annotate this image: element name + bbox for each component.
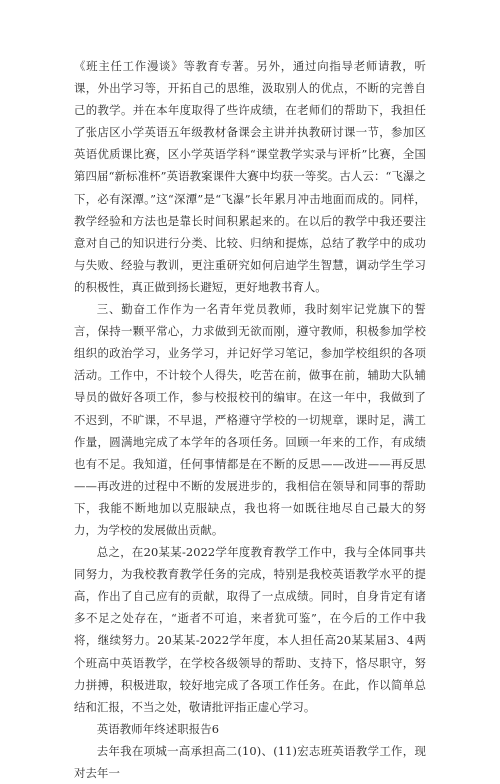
paragraph-summary: 总之，在20某某-2022学年度教育教学工作中，我与全体同事共同努力，为我校教育教学任务的完成，特别是我校英语教学水平的提高，作出了自己应有的贡献，取得了一点成绩。同时，自身肯定有诸多不足之处存在，“逝者不可追，来者犹可鉴”，在今后的工作中我将，继续努力。20某某-2022学年度，本人担任高20某某届3、4两个班高中英语教学，在学校各级领导的帮助、支持下，恪尽职守，努力拼搏，积极进取，较好地完成了各项工作任务。在此，作以简单总结和汇报，不当之处，敬请批评指正虚心学习。 <box>74 545 426 714</box>
section-heading: 英语教师年终述职报告6 <box>96 721 220 736</box>
paragraph-teaching-growth: 《班主任工作漫谈》等教育专著。另外，通过向指导老师请教，听课，外出学习等，开拓自己的思维，汲取别人的优点，不断的完善自己的教学。并在本年度取得了些许成绩，在老师们的帮助下，我担任了张店区小学英语五年级教材备课会主讲并执教研讨课一节，参加区英语优质课比赛，区小学英语学科“课堂教学实录与评析”比赛，全国第四届“新标准杯”英语教案课件大赛中均获一等奖。古人云：“飞瀑之下，必有深潭。”这“深潭”是“飞瀑”长年累月冲击地面而成的。同样，教学经验和方法也是靠长时间积累起来的。在以后的教学中我还要注意对自己的知识进行分类、比较、归纳和提炼，总结了教学中的成功与失败、经验与教训，更注重研究如何启迪学生智慧，调动学生学习的积极性，真正做到扬长避短，更好地教书育人。 <box>74 59 426 294</box>
document-body <box>74 55 426 784</box>
paragraph-next-report-start: 去年我在项城一高承担高二(10)、(11)宏志班英语教学工作，现对去年一 <box>74 743 426 780</box>
paragraph-diligent-work: 三、勤奋工作作为一名青年党员教师，我时刻牢记党旗下的誓言，保持一颗平常心，力求做到无欲而刚，遵守教师，积极参加学校组织的政治学习，业务学习，并记好学习笔记，参加学校组织的各项活动。工作中，不计较个人得失，吃苦在前，做事在前，辅助大队辅导员的做好各项工作，参与校报校刊的编审。在这一年中，我做到了不迟到，不旷课，不早退，严格遵守学校的一切规章，课时足，满工作量，圆满地完成了本学年的各项任务。回顾一年来的工作，有成绩也有不足。我知道，任何事情都是在不断的反思——改进——再反思——再改进的过程中不断的发展进步的，我相信在领导和同事的帮助下，我能不断地加以克服缺点，我也将一如既往地尽自己最大的努力，为学校的发展做出贡献。 <box>74 302 426 537</box>
